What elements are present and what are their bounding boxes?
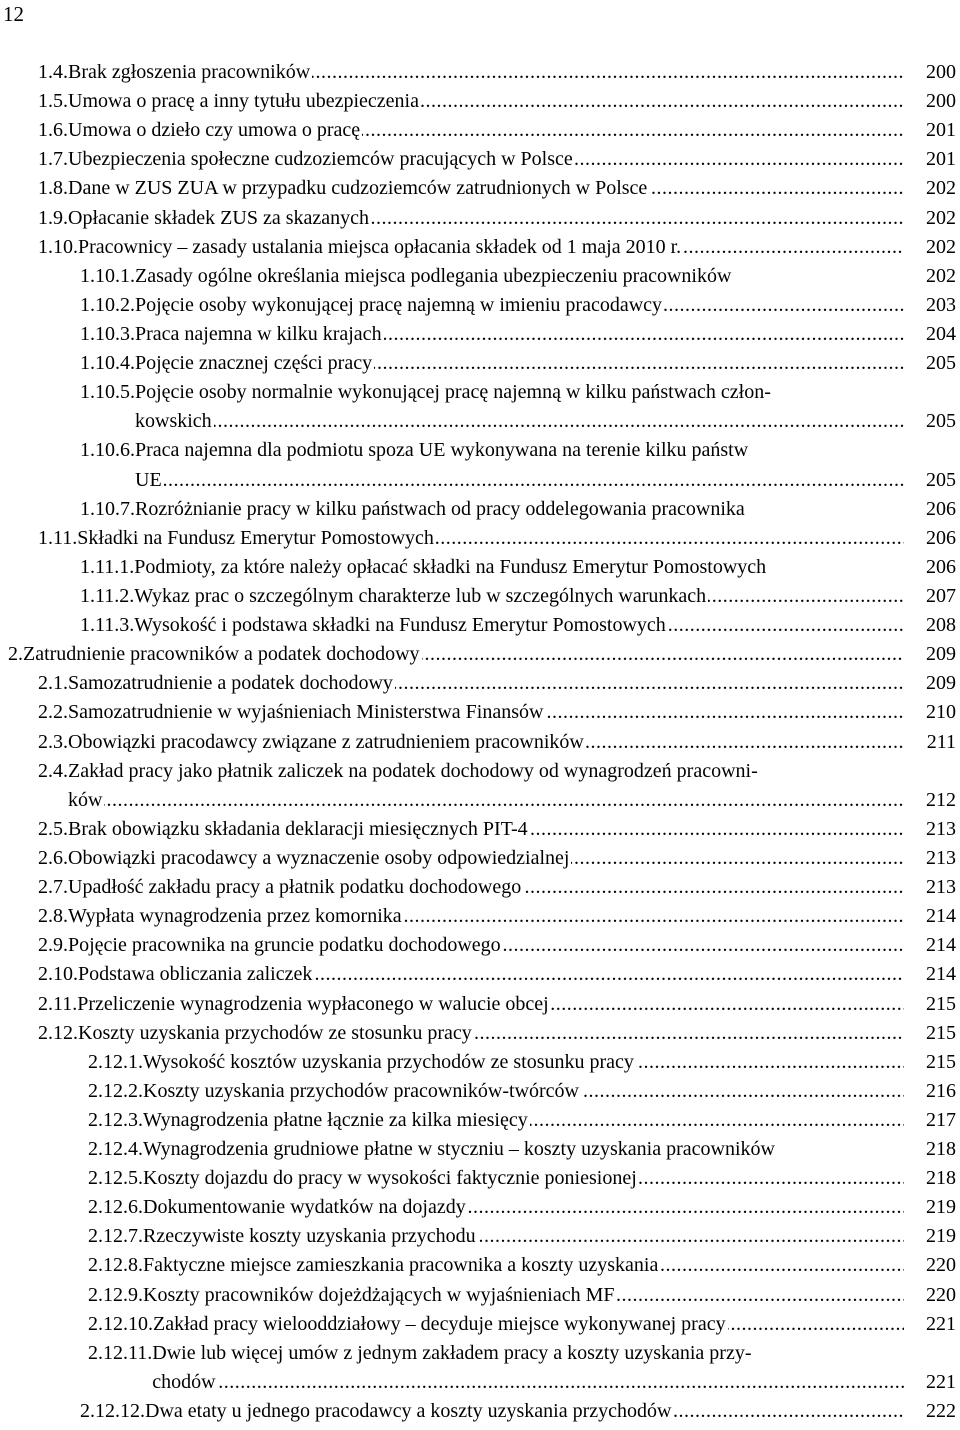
toc-entry-title-text: Wykaz prac o szczególnym charakterze lub w szczególnych warunkach xyxy=(134,584,707,607)
toc-entry-number: 2.12.5. xyxy=(88,1167,143,1190)
toc-entry xyxy=(0,1281,960,1310)
toc-entry xyxy=(0,378,960,407)
toc-entry xyxy=(0,640,960,669)
toc-entry-title xyxy=(68,757,904,786)
toc-entry xyxy=(0,698,960,727)
toc-entry xyxy=(0,1397,960,1426)
toc-entry-title xyxy=(152,1339,904,1368)
toc-entry-page: 220 xyxy=(904,1251,960,1280)
toc-entry-title-text: Dane w ZUS ZUA w przypadku cudzoziemców zatrudnionych w Polsce xyxy=(68,177,648,200)
toc-entry-number: 2.12.10. xyxy=(88,1312,153,1335)
toc-entry-page: 202 xyxy=(904,233,960,262)
toc-entry-number: 2.7. xyxy=(38,876,68,899)
toc-entry-number: 1.9. xyxy=(38,206,68,229)
toc-entry-title xyxy=(134,582,904,611)
toc-entry-page: 214 xyxy=(904,931,960,960)
toc-entry xyxy=(0,1368,960,1397)
toc-entry-title xyxy=(143,1048,904,1077)
toc-entry xyxy=(0,407,960,436)
toc-entry-title-text: Wysokość kosztów uzyskania przychodów ze stosunku pracy xyxy=(143,1050,634,1073)
toc-entry-title-text: Zasady ogólne określania miejsca podlegania ubezpieczeniu pracowników xyxy=(135,264,732,287)
table-of-contents xyxy=(0,58,960,1426)
toc-entry xyxy=(0,466,960,495)
toc-entry-page: 213 xyxy=(904,844,960,873)
toc-entry-title-text: Wypłata wynagrodzenia przez komornika xyxy=(68,905,402,928)
toc-entry xyxy=(0,757,960,786)
toc-entry-title xyxy=(68,698,904,727)
toc-entry-number: 2.12.6. xyxy=(88,1196,143,1219)
toc-entry-number: 2.1. xyxy=(38,672,68,695)
toc-entry xyxy=(0,524,960,553)
toc-entry xyxy=(0,1222,960,1251)
toc-entry-title-text: Zakład pracy jako płatnik zaliczek na podatek dochodowy od wynagrodzeń pracowni- xyxy=(68,759,758,782)
toc-entry-number: 1.11.2. xyxy=(80,584,135,607)
toc-entry-number: 1.10.5. xyxy=(80,381,135,404)
toc-entry-number: 2.11. xyxy=(38,992,78,1015)
toc-entry xyxy=(0,873,960,902)
toc-entry-title-text: Pojęcie pracownika na gruncie podatku dochodowego xyxy=(68,934,501,957)
toc-entry xyxy=(0,582,960,611)
toc-entry-title xyxy=(143,1164,904,1193)
toc-entry-title xyxy=(135,466,904,495)
toc-entry-title-text: Zakład pracy wielooddziałowy – decyduje miejsce wykonywanej pracy xyxy=(153,1312,726,1335)
toc-entry xyxy=(0,1193,960,1222)
toc-entry xyxy=(0,1135,960,1164)
toc-entry-number: 2.10. xyxy=(38,963,78,986)
toc-entry-title-text: Przeliczenie wynagrodzenia wypłaconego w walucie obcej xyxy=(77,992,549,1015)
toc-entry-title-text: Koszty uzyskania przychodów ze stosunku pracy xyxy=(78,1021,472,1044)
toc-entry-title xyxy=(153,1310,904,1339)
toc-entry-page: 205 xyxy=(904,466,960,495)
toc-entry-title xyxy=(143,1077,904,1106)
toc-entry xyxy=(0,262,960,291)
toc-entry-title-text: Praca najemna w kilku krajach xyxy=(135,322,382,345)
toc-entry xyxy=(0,553,960,582)
toc-entry-title xyxy=(135,349,904,378)
toc-entry-number: 2. xyxy=(8,643,23,666)
toc-entry-number: 1.4. xyxy=(38,61,68,83)
toc-entry-title-text: Faktyczne miejsce zamieszkania pracownika a koszty uzyskania xyxy=(143,1254,659,1277)
toc-entry-page: 213 xyxy=(904,873,960,902)
toc-entry-page: 215 xyxy=(904,990,960,1019)
toc-entry-page: 205 xyxy=(904,349,960,378)
toc-entry-title-text: kowskich xyxy=(135,410,212,433)
toc-entry-page: 206 xyxy=(904,524,960,553)
toc-entry-title xyxy=(68,873,904,902)
toc-entry-number: 1.10.4. xyxy=(80,352,135,375)
toc-entry-title-text: Samozatrudnienie w wyjaśnieniach Ministerstwa Finansów xyxy=(68,701,544,724)
toc-entry-page: 200 xyxy=(904,87,960,116)
toc-entry-title-text: Podstawa obliczania zaliczek xyxy=(78,963,313,986)
toc-entry xyxy=(0,233,960,262)
toc-entry xyxy=(0,436,960,465)
toc-entry-number: 2.12.1. xyxy=(88,1050,143,1073)
toc-entry-number: 1.6. xyxy=(38,119,68,142)
toc-entry-number: 2.12.2. xyxy=(88,1079,143,1102)
toc-entry-page: 210 xyxy=(904,698,960,727)
toc-entry-title xyxy=(135,436,904,465)
toc-entry-title xyxy=(143,1281,904,1310)
toc-entry-number: 1.11.1. xyxy=(80,555,135,578)
toc-entry xyxy=(0,1106,960,1135)
toc-entry xyxy=(0,611,960,640)
toc-entry-page: 215 xyxy=(904,1048,960,1077)
toc-entry xyxy=(0,1310,960,1339)
toc-entry-title xyxy=(143,1251,904,1280)
toc-entry-title-text: Obowiązki pracodawcy związane z zatrudnieniem pracowników xyxy=(68,730,584,753)
toc-entry-number: 2.12.7. xyxy=(88,1225,143,1248)
toc-entry-title-text: Upadłość zakładu pracy a płatnik podatku dochodowego xyxy=(68,876,522,899)
toc-entry-title xyxy=(135,378,904,407)
toc-entry-number: 1.5. xyxy=(38,90,68,113)
toc-entry-page: 215 xyxy=(904,1019,960,1048)
toc-entry-page: 211 xyxy=(904,728,960,757)
toc-entry-page: 218 xyxy=(904,1135,960,1164)
toc-entry xyxy=(0,1251,960,1280)
toc-entry-title-text: Koszty uzyskania przychodów pracowników-twórców xyxy=(143,1079,579,1102)
toc-entry-number: 2.12.9. xyxy=(88,1283,143,1306)
toc-entry-page: 202 xyxy=(904,262,960,291)
toc-entry-page: 201 xyxy=(904,116,960,145)
toc-entry-title xyxy=(143,1222,904,1251)
toc-entry-title xyxy=(78,960,904,989)
toc-entry xyxy=(0,495,960,524)
toc-entry-page: 214 xyxy=(904,902,960,931)
toc-entry xyxy=(0,320,960,349)
toc-entry-number: 2.8. xyxy=(38,905,68,928)
toc-entry xyxy=(0,349,960,378)
toc-entry xyxy=(0,174,960,203)
toc-entry xyxy=(0,990,960,1019)
toc-entry-title xyxy=(78,1019,904,1048)
toc-entry-title xyxy=(135,320,904,349)
toc-entry-page: 202 xyxy=(904,174,960,203)
toc-entry-page: 208 xyxy=(904,611,960,640)
toc-entry-page: 214 xyxy=(904,960,960,989)
toc-entry-title xyxy=(68,174,904,203)
toc-entry-number: 1.10.6. xyxy=(80,439,135,462)
toc-entry-number: 2.12.4. xyxy=(88,1138,143,1161)
toc-entry-number: 2.2. xyxy=(38,701,68,724)
toc-entry-title xyxy=(77,990,904,1019)
toc-entry-number: 1.7. xyxy=(38,148,68,171)
toc-entry-title-text: Rozróżnianie pracy w kilku państwach od pracy oddelegowania pracownika xyxy=(135,497,745,520)
toc-entry-title xyxy=(68,116,904,145)
toc-entry-title-text: Pracownicy – zasady ustalania miejsca opłacania składek od 1 maja 2010 r. xyxy=(78,235,682,258)
toc-entry-title-text: Wysokość i podstawa składki na Fundusz Emerytur Pomostowych xyxy=(134,614,666,637)
toc-entry-title xyxy=(68,844,904,873)
toc-entry-page: 218 xyxy=(904,1164,960,1193)
toc-entry xyxy=(0,815,960,844)
toc-entry-page: 213 xyxy=(904,815,960,844)
toc-entry-title-text: Pojęcie osoby normalnie wykonującej pracę najemną w kilku państwach człon- xyxy=(135,381,771,404)
toc-entry-title-text: Ubezpieczenia społeczne cudzoziemców pracujących w Polsce xyxy=(68,148,573,171)
page-number: 12 xyxy=(3,2,24,26)
toc-entry xyxy=(0,1164,960,1193)
toc-entry-page: 200 xyxy=(904,58,960,87)
toc-entry-title-text: Pojęcie osoby wykonującej pracę najemną w imieniu pracodawcy xyxy=(135,293,663,316)
toc-entry-title-text: Pojęcie znacznej części pracy xyxy=(135,352,373,375)
toc-entry-number: 2.12.8. xyxy=(88,1254,143,1277)
toc-entry-title xyxy=(78,233,904,262)
toc-entry-title-text: UE xyxy=(135,468,162,491)
toc-entry-title xyxy=(152,1368,904,1397)
toc-entry-title xyxy=(143,1193,904,1222)
toc-entry xyxy=(0,786,960,815)
toc-entry-title-text: Podmioty, za które należy opłacać składki na Fundusz Emerytur Pomostowych xyxy=(134,555,767,578)
toc-entry-title-text: Umowa o pracę a inny tytułu ubezpieczenia xyxy=(68,90,419,113)
toc-entry-number: 2.5. xyxy=(38,817,68,840)
toc-entry-page: 217 xyxy=(904,1106,960,1135)
toc-entry-title-text: Dwie lub więcej umów z jednym zakładem pracy a koszty uzyskania przy- xyxy=(152,1341,752,1364)
toc-entry-number: 1.10.1. xyxy=(80,264,135,287)
toc-entry-number: 1.8. xyxy=(38,177,68,200)
toc-entry-title xyxy=(134,553,904,582)
toc-entry-title-text: Samozatrudnienie a podatek dochodowy xyxy=(68,672,393,695)
toc-entry-title-text: Opłacanie składek ZUS za skazanych xyxy=(68,206,369,229)
toc-entry-title-text: Umowa o dzieło czy umowa o pracę xyxy=(68,119,361,142)
toc-entry-number: 2.12.11. xyxy=(88,1341,153,1364)
toc-entry-title xyxy=(135,407,904,436)
toc-entry-title xyxy=(68,145,904,174)
toc-entry-title-text: Koszty pracowników dojeżdżających w wyjaśnieniach MF xyxy=(143,1283,615,1306)
toc-entry xyxy=(0,1339,960,1368)
toc-entry-page: 219 xyxy=(904,1193,960,1222)
toc-entry-title-text: Koszty dojazdu do pracy w wysokości faktycznie poniesionej xyxy=(143,1167,637,1190)
toc-entry-title-text: Wynagrodzenia grudniowe płatne w styczniu – koszty uzyskania pracowników xyxy=(143,1138,775,1161)
toc-entry-title xyxy=(68,786,904,815)
toc-entry xyxy=(0,145,960,174)
toc-entry-title xyxy=(135,291,904,320)
toc-entry-number: 2.12.12. xyxy=(80,1400,145,1423)
toc-entry-title xyxy=(23,640,904,669)
toc-entry-number: 2.4. xyxy=(38,759,68,782)
toc-entry-number: 2.12.3. xyxy=(88,1108,143,1131)
toc-entry-page: 201 xyxy=(904,145,960,174)
toc-entry-number: 2.3. xyxy=(38,730,68,753)
toc-entry-title xyxy=(68,815,904,844)
toc-entry-title-text: Obowiązki pracodawcy a wyznaczenie osoby odpowiedzialnej xyxy=(68,846,570,869)
toc-entry-number: 2.9. xyxy=(38,934,68,957)
toc-entry-number: 1.10.7. xyxy=(80,497,135,520)
toc-entry-number: 2.12. xyxy=(38,1021,78,1044)
toc-entry xyxy=(0,844,960,873)
toc-entry-page: 204 xyxy=(904,320,960,349)
toc-entry-title-text: Praca najemna dla podmiotu spoza UE wykonywana na terenie kilku państw xyxy=(135,439,749,462)
toc-entry-page: 220 xyxy=(904,1281,960,1310)
toc-entry-number: 1.11. xyxy=(38,526,78,549)
toc-entry-page: 209 xyxy=(904,640,960,669)
toc-entry-page: 202 xyxy=(904,204,960,233)
toc-entry-title-text: Zatrudnienie pracowników a podatek dochodowy xyxy=(23,643,420,666)
toc-entry xyxy=(0,902,960,931)
toc-entry-title-text: Brak obowiązku składania deklaracji miesięcznych PIT-4 xyxy=(68,817,528,840)
toc-entry-title xyxy=(143,1135,904,1164)
toc-entry-page: 207 xyxy=(904,582,960,611)
toc-entry-number: 2.6. xyxy=(38,846,68,869)
toc-entry xyxy=(0,204,960,233)
toc-entry-page: 216 xyxy=(904,1077,960,1106)
toc-entry-title xyxy=(68,902,904,931)
toc-entry-title xyxy=(68,204,904,233)
toc-entry xyxy=(0,116,960,145)
toc-entry-title-text: chodów xyxy=(152,1370,216,1393)
toc-entry-page: 206 xyxy=(904,553,960,582)
toc-entry-page: 221 xyxy=(904,1310,960,1339)
toc-entry-page: 212 xyxy=(904,786,960,815)
toc-entry-page: 205 xyxy=(904,407,960,436)
toc-entry-title-text: Rzeczywiste koszty uzyskania przychodu xyxy=(143,1225,476,1248)
toc-entry-page: 209 xyxy=(904,669,960,698)
toc-entry-title xyxy=(145,1397,904,1426)
toc-entry-page: 219 xyxy=(904,1222,960,1251)
toc-entry-title xyxy=(134,611,904,640)
toc-entry-title xyxy=(68,58,904,87)
toc-entry-title xyxy=(135,495,904,524)
toc-entry-title xyxy=(135,262,904,291)
toc-entry-title xyxy=(68,669,904,698)
toc-entry xyxy=(0,960,960,989)
toc-entry-title-text: Wynagrodzenia płatne łącznie za kilka miesięcy xyxy=(143,1108,528,1131)
toc-entry xyxy=(0,1019,960,1048)
toc-entry xyxy=(0,1077,960,1106)
toc-entry-title-text: Dokumentowanie wydatków na dojazdy xyxy=(143,1196,466,1219)
toc-entry-title-text: Składki na Fundusz Emerytur Pomostowych xyxy=(77,526,434,549)
toc-entry-title-text: Brak zgłoszenia pracowników xyxy=(68,61,311,83)
toc-entry-title xyxy=(68,728,904,757)
toc-entry-number: 1.10.2. xyxy=(80,293,135,316)
toc-entry-title xyxy=(143,1106,904,1135)
toc-entry-title xyxy=(68,87,904,116)
toc-entry-page: 222 xyxy=(904,1397,960,1426)
toc-entry xyxy=(0,87,960,116)
toc-entry-number: 1.11.3. xyxy=(80,614,135,637)
toc-entry xyxy=(0,931,960,960)
toc-entry-title xyxy=(77,524,904,553)
toc-entry-page: 203 xyxy=(904,291,960,320)
toc-entry xyxy=(0,58,960,87)
toc-entry-title-text: ków xyxy=(68,788,103,811)
toc-entry-title xyxy=(68,931,904,960)
toc-entry-page: 206 xyxy=(904,495,960,524)
toc-entry xyxy=(0,291,960,320)
toc-entry-number: 1.10.3. xyxy=(80,322,135,345)
toc-entry-title-text: Dwa etaty u jednego pracodawcy a koszty uzyskania przychodów xyxy=(145,1400,672,1423)
toc-entry xyxy=(0,1048,960,1077)
toc-entry-number: 1.10. xyxy=(38,235,78,258)
toc-entry xyxy=(0,728,960,757)
toc-entry-page: 221 xyxy=(904,1368,960,1397)
toc-entry xyxy=(0,669,960,698)
